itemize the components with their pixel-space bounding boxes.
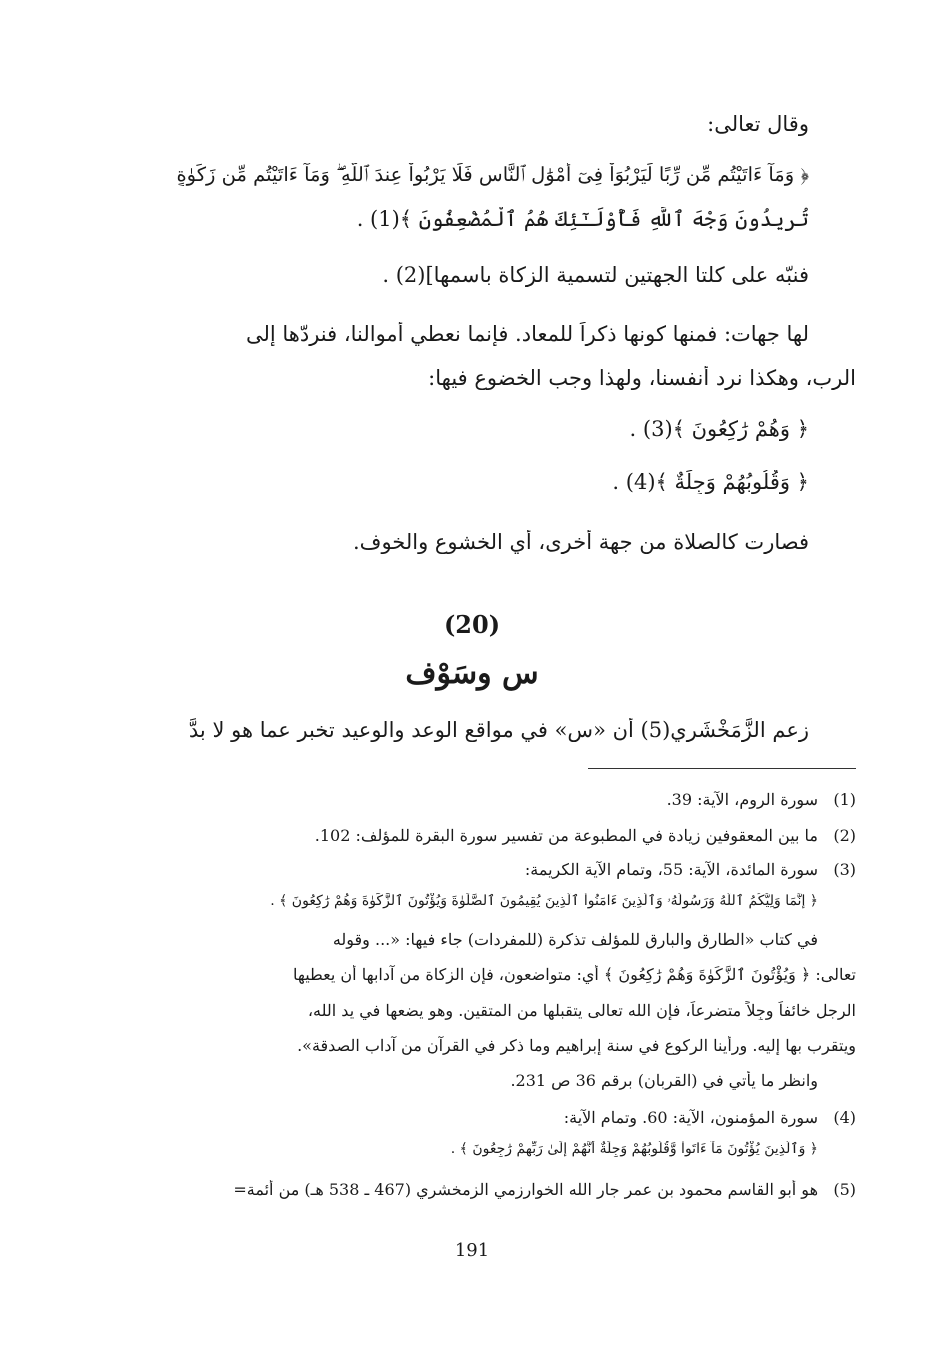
footnote-1-text: سورة الروم، الآية: 39.	[666, 790, 818, 809]
footnote-divider	[588, 768, 856, 769]
footnote-3-line-3: في كتاب «الطارق والبارق للمؤلف تذكرة (للمفردات) جاء فيها: «... وقوله	[332, 930, 818, 949]
section-title: س وسَوْف	[405, 656, 539, 691]
footnote-3-line-7: وانظر ما يأتي في (القربان) برقم 36 ص 231.	[510, 1071, 818, 1090]
footnote-3-line-4: تعالى: ﴿ وَيُؤْتُونَ ٱلزَّكَوٰةَ وَهُمْ رَٰكِعُونَ ﴾ أي: متواضعون، فإن الزكاة من آدابها أن يعطيها	[292, 965, 856, 984]
footnote-3-number: (3)	[833, 860, 856, 879]
paragraph-1: فنبّه على كلتا الجهتين لتسمية الزكاة باسمها](2) .	[382, 263, 809, 287]
quran-verse-line-2: تُرِيدُونَ وَجْهَ ٱللَّهِ فَأُوْلَـٰٓئِكَ هُمُ ٱلْمُضْعِفُونَ ﴾(1) .	[356, 207, 809, 231]
footnote-4-number: (4)	[833, 1108, 856, 1127]
quran-verse-3: ﴿ وَقُلُوبُهُمْ وَجِلَةٌ ﴾(4) .	[612, 470, 809, 494]
quran-verse-line-1: ﴿ وَمَآ ءَاتَيْتُم مِّن رِّبًا لِّيَرْبُوَاْ فِىٓ أَمْوَٰلِ ٱلنَّاسِ فَلَا يَرْبُواْ عِندَ ٱللَّهِ ۖ وَمَآ ءَاتَيْتُم مِّن زَكَوٰةٍ	[176, 163, 809, 186]
footnote-4-verse: ﴿ وَٱلَّذِينَ يُؤْتُونَ مَآ ءَاتَواْ وَّقُلُوبُهُمْ وَجِلَةٌ أَنَّهُمْ إِلَىٰ رَبِّهِمْ رَٰجِعُونَ ﴾ .	[450, 1141, 818, 1157]
footnote-2-text: ما بين المعقوفين زيادة في المطبوعة من تفسير سورة البقرة للمؤلف: 102.	[314, 826, 818, 845]
footnote-5-number: (5)	[833, 1180, 856, 1199]
footnote-5-text: هو أبو القاسم محمود بن عمر جار الله الخوارزمي الزمخشري (467 ـ 538 هـ) من أئمة=	[233, 1180, 818, 1199]
paragraph-3: فصارت كالصلاة من جهة أخرى، أي الخشوع والخوف.	[353, 530, 809, 554]
footnote-3-line-1: سورة المائدة، الآية: 55، وتمام الآية الكريمة:	[524, 860, 818, 879]
footnote-2-number: (2)	[833, 826, 856, 845]
page-number: 191	[454, 1240, 490, 1261]
footnote-4-line-1: سورة المؤمنون، الآية: 60. وتمام الآية:	[563, 1108, 818, 1127]
intro-line: وقال تعالى:	[707, 112, 809, 136]
footnote-3-line-6: ويتقرب بها إليه. ورأينا الركوع في سنة إبراهيم وما ذكر في القرآن من آداب الصدقة».	[297, 1036, 856, 1055]
paragraph-4: زعم الزَّمَخْشَري(5) أن «س» في مواقع الوعد والوعيد تخبر عما هو لا بدَّ	[188, 718, 809, 742]
section-number: (20)	[443, 610, 501, 639]
paragraph-2-line-1: لها جهات: فمنها كونها ذكراً للمعاد. فإنما نعطي أموالنا، فنردّها إلى	[245, 322, 809, 346]
paragraph-2-line-2: الرب، وهكذا نرد أنفسنا، ولهذا وجب الخضوع فيها:	[428, 366, 856, 390]
footnote-1-number: (1)	[833, 790, 856, 809]
quran-verse-2: ﴿ وَهُمْ رَٰكِعُونَ ﴾(3) .	[629, 417, 809, 441]
footnote-3-verse: ﴿ إِنَّمَا وَلِيُّكُمُ ٱللَّهُ وَرَسُولُهُۥ وَٱلَّذِينَ ءَامَنُواْ ٱلَّذِينَ يُقِيمُونَ ٱلصَّلَوٰةَ وَيُؤْتُونَ ٱلزَّكَوٰةَ وَهُمْ رَٰكِعُونَ ﴾ .	[270, 893, 818, 909]
footnote-3-line-5: الرجل خائفاً وجِلاً متضرعاً، فإن الله تعالى يتقبلها من المتقين. وهو يضعها في يد الله،	[307, 1001, 856, 1020]
